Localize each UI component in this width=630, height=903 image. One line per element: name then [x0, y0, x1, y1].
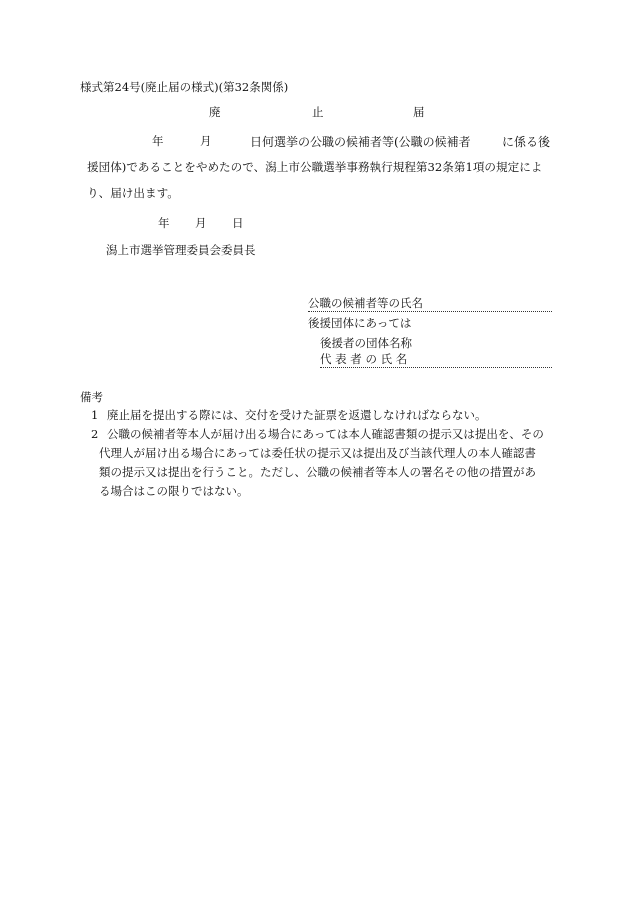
- body-line3: り、届け出ます。: [87, 186, 179, 200]
- body-month: 月: [200, 134, 212, 148]
- date-month: 月: [195, 216, 207, 230]
- title-char-2: 止: [312, 105, 324, 119]
- title-char-3: 届: [413, 105, 425, 119]
- representative-label: 代 表 者 の 氏 名: [320, 352, 408, 366]
- note-2-line-4: る場合はこの限りではない。: [99, 484, 249, 498]
- note-2-number: 2: [91, 427, 99, 441]
- note-1-number: 1: [91, 408, 99, 422]
- note-2-line-3: 類の提示又は提出を行うこと。ただし、公職の候補者等本人の署名その他の措置があ: [99, 465, 536, 479]
- candidate-name-label: 公職の候補者等の氏名: [308, 296, 423, 310]
- body-line2: 援団体)であることをやめたので、潟上市公職選挙事務執行規程第32条第1項の規定によ: [87, 160, 543, 174]
- form-header: 様式第24号(廃止届の様式)(第32条関係): [80, 80, 289, 94]
- support-group-label: 後援団体にあっては: [308, 316, 412, 330]
- body-line1: 日何選挙の公職の候補者等(公職の候補者: [250, 135, 471, 149]
- note-2-line-2: 代理人が届け出る場合にあっては委任状の提示又は提出及び当該代理人の本人確認書: [99, 446, 536, 460]
- note-2-line-1: 公職の候補者等本人が届け出る場合にあっては本人確認書類の提示又は提出を、その: [107, 427, 544, 441]
- title-char-1: 廃: [209, 105, 221, 119]
- body-line1-end: に係る後: [502, 135, 551, 149]
- note-1-text: 廃止届を提出する際には、交付を受けた証票を返還しなければならない。: [107, 408, 487, 422]
- group-name-label: 後援者の団体名称: [320, 336, 412, 350]
- addressee: 潟上市選挙管理委員会委員長: [106, 243, 256, 257]
- representative-line: [320, 367, 552, 368]
- body-year: 年: [152, 134, 164, 148]
- date-day: 日: [232, 216, 244, 230]
- notes-heading: 備考: [80, 390, 103, 404]
- date-year: 年: [158, 216, 170, 230]
- candidate-name-line: [308, 311, 552, 312]
